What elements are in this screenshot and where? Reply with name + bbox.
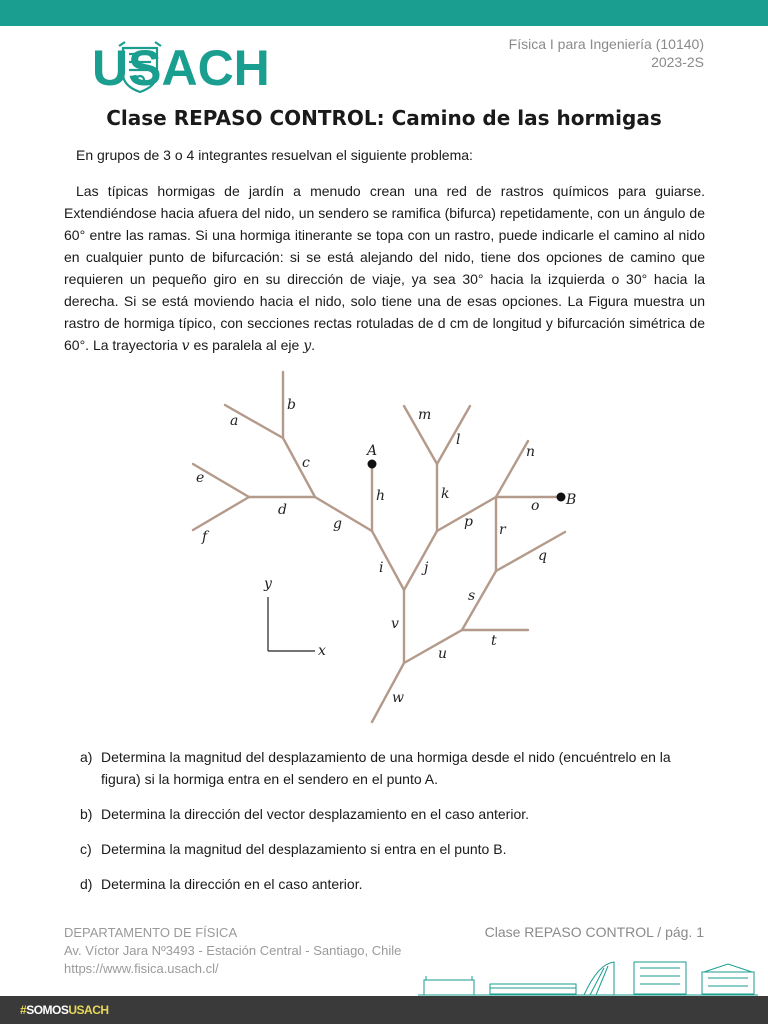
branch-i [372, 531, 404, 590]
footer-page-number: Clase REPASO CONTROL / pág. 1 [484, 924, 704, 940]
label-g: g [333, 516, 342, 532]
footer-contact [64, 924, 401, 978]
label-t: t [491, 633, 497, 649]
question-label: a) [80, 749, 93, 765]
footer-dept: DEPARTAMENTO DE FÍSICA [64, 925, 238, 940]
label-f: f [202, 529, 208, 545]
footer-address: Av. Víctor Jara Nº3493 - Estación Central - Santiago, Chile [64, 943, 402, 958]
branch-q [496, 532, 565, 571]
question-label: c) [80, 841, 92, 857]
ant-trail-figure [180, 365, 600, 725]
label-i: i [379, 560, 384, 576]
intro-text: En grupos de 3 o 4 integrantes resuelvan el siguiente problema: [76, 147, 473, 163]
paragraph-part1: Las típicas hormigas de jardín a menudo crean una red de rastros químicos para guiarse. Extendiéndose hacia afuera del nido, un sendero se ramifica (bifurca) repetidamente, con un ángulo de 60° entre las ramas. Si una hormiga itinerante se topa con un rastro, puede indicarle el camino al nido en cualquier punto de bifurcación: si se está alejando del nido, tiene dos opciones de camino que requieren un pequeño giro en su dirección de viaje, ya sea 30° hacia la izquierda o 30° hacia la derecha. Si se está moviendo hacia el nido, solo tiene una de esas opciones. La Figura muestra un rastro de hormiga típico, con secciones rectas rotuladas de d cm de longitud y bifurcación simétrica de 60°. La trayectoria [64, 183, 705, 353]
course-term: 2023-2S [651, 54, 704, 70]
question-label: b) [80, 806, 93, 822]
paragraph-part3: . [311, 337, 316, 353]
question-text: Determina la dirección del vector desplazamiento en el caso anterior. [101, 806, 530, 822]
course-name: Física I para Ingeniería (10140) [508, 36, 704, 52]
var-v: v [181, 338, 190, 354]
label-point-b: B [566, 492, 577, 508]
question-label: d) [80, 876, 93, 892]
label-l: l [456, 432, 461, 448]
top-brand-bar [0, 0, 768, 26]
var-y: y [303, 338, 312, 354]
footer-url[interactable]: https://www.fisica.usach.cl/ [64, 961, 219, 976]
point-a-marker [368, 460, 377, 469]
branch-f [193, 497, 249, 530]
branch-g [315, 497, 372, 531]
question-c [80, 838, 708, 860]
label-d: d [278, 502, 287, 518]
label-point-a: A [367, 443, 378, 459]
label-s: s [468, 588, 476, 604]
label-j: j [424, 560, 429, 576]
label-q: q [538, 548, 547, 564]
course-info [509, 35, 704, 71]
label-u: u [438, 646, 448, 662]
campus-skyline-icon [418, 958, 758, 996]
label-k: k [441, 486, 450, 502]
page-title: Clase REPASO CONTROL: Camino de las hormigas [106, 106, 662, 130]
somos-usach-hashtag: #SOMOSUSACH [20, 1003, 109, 1017]
label-r: r [499, 522, 506, 538]
axis-x-label: x [318, 643, 326, 659]
bottom-bar [0, 996, 768, 1024]
branch-j [404, 531, 437, 590]
label-p: p [464, 514, 473, 530]
branch-n [496, 441, 528, 497]
branch-u [404, 630, 462, 663]
label-c: c [302, 455, 310, 471]
problem-paragraph [64, 180, 705, 357]
question-text: Determina la dirección en el caso anterior. [101, 876, 363, 892]
usach-logo-text: USACH [92, 40, 270, 96]
label-a: a [230, 413, 239, 429]
question-text: Determina la magnitud del desplazamiento si entra en el punto B. [101, 841, 507, 857]
label-v: v [391, 616, 399, 632]
label-h: h [376, 488, 386, 504]
label-e: e [196, 470, 205, 486]
label-n: n [526, 444, 536, 460]
label-b: b [287, 397, 296, 413]
point-b-marker [557, 493, 566, 502]
branch-c [283, 438, 315, 497]
question-text: Determina la magnitud del desplazamiento de una hormiga desde el nido (encuéntrelo en la figura) si la hormiga entra en el sendero en el punto A. [101, 749, 671, 787]
question-a [80, 746, 708, 790]
question-d [80, 873, 708, 895]
label-m: m [418, 407, 432, 423]
question-b [80, 803, 708, 825]
axis-y-label: y [264, 576, 272, 592]
branch-l [437, 406, 470, 464]
label-o: o [531, 498, 540, 514]
label-w: w [392, 690, 404, 706]
paragraph-part2: es paralela al eje [189, 337, 304, 353]
